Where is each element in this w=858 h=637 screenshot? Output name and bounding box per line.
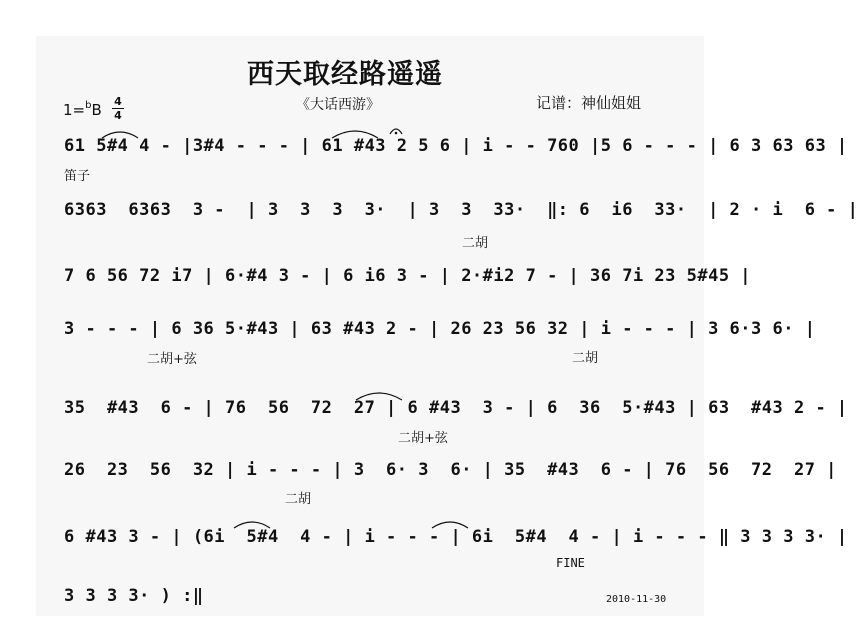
slur-mark (232, 518, 272, 530)
time-signature (112, 96, 124, 121)
song-subtitle: 《大话西游》 (296, 97, 380, 113)
date-stamp: 2010-11-30 (606, 594, 667, 605)
instrument-label-erhu-xian: 二胡+弦 (398, 431, 448, 446)
slur-mark (430, 518, 470, 530)
score-line-8: 3 3 3 3· ) :‖ (64, 586, 204, 606)
fine-marking: FINE (556, 556, 585, 570)
score-line-1: 61 5#4 4 - |3#4 - - - | 61 #43 2 5 6 | i - - 760 |5 6 - - - | 6 3 63 63 | (64, 136, 848, 156)
time-signature-top: 4 (114, 95, 122, 108)
slur-mark (354, 388, 404, 402)
transcriber-credit: 记谱：神仙姐姐 (536, 94, 642, 112)
song-title: 西天取经路遥遥 (247, 59, 443, 90)
slur-mark (330, 126, 380, 140)
key-prefix: 1= (63, 101, 86, 119)
instrument-label-erhu: 二胡 (462, 236, 489, 251)
key-signature (63, 100, 102, 119)
flat-sign: b (85, 100, 92, 111)
score-line-4: 3 - - - | 6 36 5·#43 | 63 #43 2 - | 26 23 56 32 | i - - - | 3 6·3 6· | (64, 319, 816, 339)
instrument-label-erhu-xian: 二胡+弦 (147, 352, 197, 367)
fermata-mark (388, 124, 404, 136)
instrument-label-erhu: 二胡 (572, 351, 599, 366)
instrument-label-erhu: 二胡 (285, 492, 312, 507)
instrument-label-flute: 笛子 (64, 169, 91, 184)
score-line-6: 26 23 56 32 | i - - - | 3 6· 3 6· | 35 #43 6 - | 76 56 72 27 | (64, 460, 837, 480)
slur-mark (100, 128, 140, 140)
score-line-5: 35 #43 6 - | 76 56 72 27 | 6 #43 3 - | 6 36 5·#43 | 63 #43 2 - | (64, 398, 848, 418)
score-line-2: 6363 6363 3 - | 3 3 3 3· | 3 3 33· ‖: 6 i6 33· | 2 · i 6 - | (64, 200, 858, 220)
time-signature-bottom: 4 (114, 109, 122, 122)
score-line-3: 7 6 56 72 i7 | 6·#4 3 - | 6 i6 3 - | 2·#i2 7 - | 36 7i 23 5#45 | (64, 266, 752, 286)
score-line-7: 6 #43 3 - | (6i 5#4 4 - | i - - - | 6i 5#4 4 - | i - - - ‖ 3 3 3 3· | (64, 527, 848, 547)
key-note: B (91, 101, 102, 119)
